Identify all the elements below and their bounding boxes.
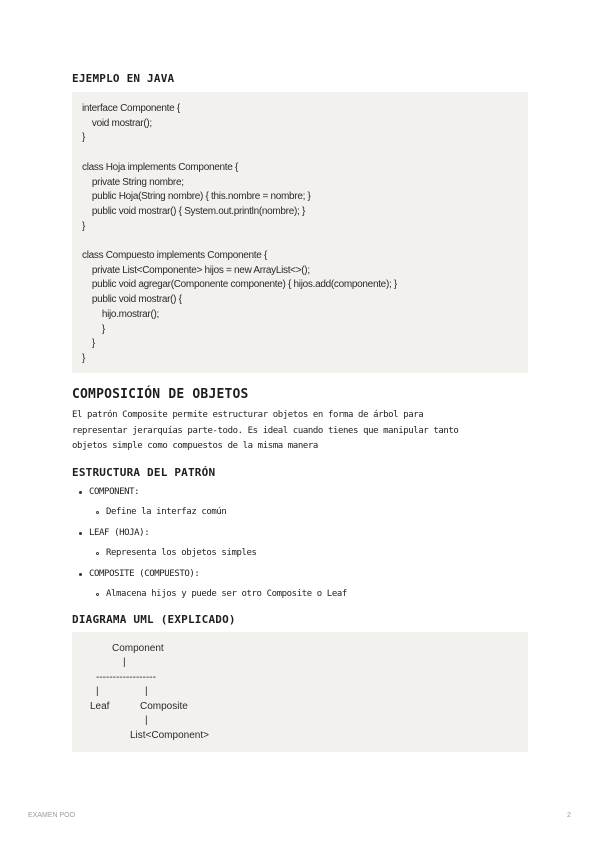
uml-connector: | [145,715,148,726]
list-item-composite: COMPOSITE (COMPUESTO): [89,569,200,579]
heading-composition: COMPOSICIÓN DE OBJETOS [72,387,249,402]
heading-uml: DIAGRAMA UML (EXPLICADO) [72,613,236,626]
code-line: class Hoja implements Componente { [82,161,238,173]
bullet-dot [79,532,82,535]
code-line: public void mostrar() { [82,294,182,306]
heading-structure: ESTRUCTURA DEL PATRÓN [72,466,216,479]
intro-paragraph [72,408,532,455]
java-code [82,102,397,367]
bullet-circle [96,552,99,555]
code-line: public Hoja(String nombre) { this.nombre = nombre; } [82,191,311,203]
footer-title: EXAMEN POO [28,812,76,819]
uml-list: List<Component> [130,730,209,741]
code-line: } [82,338,95,350]
heading-java-example: EJEMPLO EN JAVA [72,72,175,85]
code-line: public void mostrar() { System.out.println(nombre); } [82,205,305,217]
code-line: private String nombre; [82,176,184,188]
list-item-composite-detail: Almacena hijos y puede ser otro Composite o Leaf [106,589,347,599]
list-item-component-detail: Define la interfaz común [106,507,227,517]
paragraph-line: objetos simple como compuestos de la misma manera [72,441,318,452]
uml-connector: | [123,657,126,668]
code-line: void mostrar(); [82,117,152,129]
paragraph-line: El patrón Composite permite estructurar objetos en forma de árbol para [72,410,424,420]
code-line: hijo.mostrar(); [82,308,160,320]
uml-diagram-block [72,632,528,752]
uml-connector: | [145,686,148,697]
uml-leaf: Leaf [90,701,110,712]
uml-component: Component [112,643,164,654]
code-line: public void agregar(Componente componente) { hijos.add(componente); } [82,279,397,291]
uml-composite: Composite [140,701,188,712]
code-line: class Compuesto implements Componente { [82,250,268,262]
code-line: } [82,323,105,335]
page-number: 2 [567,812,571,819]
java-code-block [72,92,528,373]
bullet-circle [96,593,99,596]
uml-connector: | [96,686,99,697]
code-line: } [82,352,86,364]
list-item-leaf: LEAF (HOJA): [89,528,150,538]
list-item-leaf-detail: Representa los objetos simples [106,548,257,558]
bullet-dot [79,491,82,494]
code-line: private List<Componente> hijos = new ArrayList<>(); [82,264,310,276]
bullet-dot [79,573,82,576]
uml-dashes: ------------------ [96,672,156,683]
code-line: } [82,132,86,144]
code-line: interface Componente { [82,103,180,114]
code-line: } [82,220,86,232]
paragraph-line: representar jerarquías parte-todo. Es ideal cuando tienes que manipular tanto [72,425,459,436]
bullet-circle [96,511,99,514]
list-item-component: COMPONENT: [89,487,140,497]
